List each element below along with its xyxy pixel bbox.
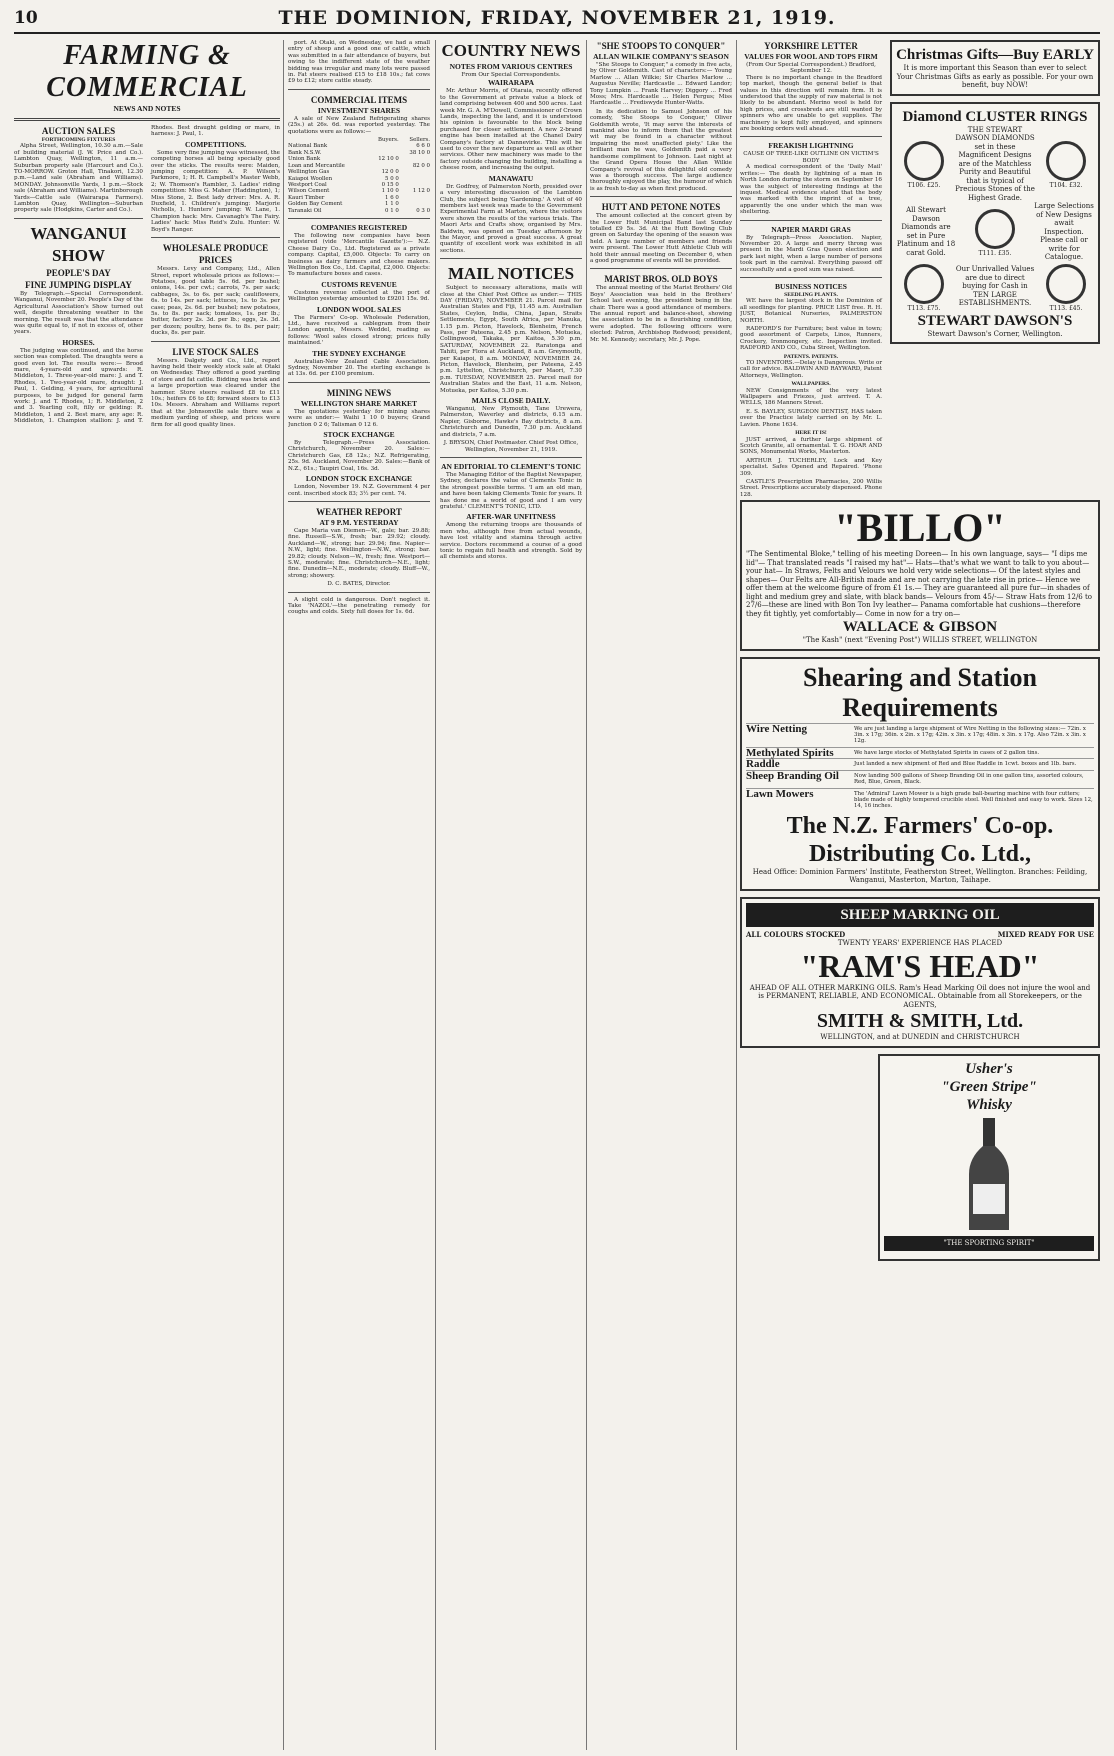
requirement-text: Now landing 500 gallons of Sheep Branding Oil in one gallon tins, assorted colours, Red, Blue, Green, Black. bbox=[854, 772, 1084, 786]
ad-text: All Stewart Dawson Diamonds are set in Pure Platinum and 18 carat Gold. bbox=[896, 206, 956, 257]
article-text: Alpha Street, Wellington, 10.30 a.m.—Sale of building material (J. W. Price and Co.). Lambton Quay, Wellington, 11 a.m.—Suburban property sale (Harcourt and Co.). TO-MORROW. Groton Hall, Tinakori, 12.30 p.m.—Land sale (Abraham and Williams). MONDAY. Johnsonville Yards, 1 p.m.—Stock sale (Abraham and Williams). Martinborough Yards—Cattle sale (Wairarapa Farmers). Lambton Quay, Wellington—Suburban property sale (Hodgkins, Carter and Co.). bbox=[14, 143, 143, 214]
product-type: Whisky bbox=[966, 1096, 1012, 1113]
section-subheading: NEWS AND NOTES bbox=[113, 104, 181, 113]
ad-text: THE STEWART DAWSON DIAMONDS set in these Magnificent Designs are of the Matchless Purity and Beautiful that is typical of Precious Stones of the Highest Grade. bbox=[955, 125, 1035, 202]
article-heading: MINING NEWS bbox=[326, 387, 392, 398]
share-table-cell: 38 10 0 bbox=[409, 149, 430, 156]
share-table-cell: 5 0 0 bbox=[385, 175, 399, 182]
billo-ad bbox=[740, 500, 1100, 651]
ad-title: Shearing and Station Requirements bbox=[802, 662, 1038, 722]
article-heading: WHOLESALE PRODUCE PRICES bbox=[162, 243, 269, 266]
share-table-cell: National Bank bbox=[288, 143, 328, 150]
advertisement-text: A slight cold is dangerous. Don't neglect it. Take 'NAZOL'—the penetrating remedy for coughs and colds. Sixty full doses for 1s. 6d. bbox=[288, 596, 430, 616]
article-heading: FREAKISH LIGHTNING bbox=[768, 141, 854, 151]
article-subheading: NOTES FROM VARIOUS CENTRES bbox=[449, 62, 573, 71]
column-theatre bbox=[590, 40, 732, 1750]
share-table-cell: Golden Bay Cement bbox=[288, 201, 343, 208]
article-heading: NAPIER MARDI GRAS bbox=[771, 224, 851, 234]
article-byline: (From Our Special Correspondent.) Bradford, September 12. bbox=[746, 62, 876, 75]
notice-text: CASTLE'S Prescription Pharmacies, 200 Willis Street. Prescriptions accurately dispensed. Phone 128. bbox=[740, 478, 882, 498]
article-heading: WEATHER REPORT bbox=[316, 506, 402, 517]
article-heading: STOCK EXCHANGE bbox=[323, 430, 395, 440]
share-table-cell: 1 6 0 bbox=[385, 194, 399, 201]
ring-icon bbox=[904, 264, 944, 304]
article-text: By Telegraph.—Press Association. Christchurch, November 20. Sales:—Christchurch Gas, £8 12s.; N.Z. Refrigerating, 25s. 9d. Auckland, November 20. Sales:—Bank of N.Z., 61s.; Taupiri Coal, 16s. 3d. bbox=[288, 440, 430, 472]
christmas-ad bbox=[890, 40, 1100, 96]
article-text: Among the returning troops are thousands of men who, although free from actual wounds, have lost vitality and stamina through active service. Doctors recommend a course of a good tonic to regain full health and strength. Sold by all chemists and stores. bbox=[440, 522, 582, 561]
article-subheading: AT 9 P.M. YESTERDAY bbox=[319, 517, 399, 527]
article-heading: AN EDITORIAL TO CLEMENT'S TONIC bbox=[441, 461, 581, 471]
article-text: Wanganui, New Plymouth, Tane Urewera, Palmerston, Waverley and districts, 6.15 a.m. Napier, Gisborne, Hawke's Bay districts, 8 a.m. Christchurch and Dunedin, 7.30 p.m. Auckland and districts, 7 a.m. bbox=[440, 406, 582, 438]
ring-price: T113. £75. bbox=[907, 304, 941, 312]
ring-price: T104. £32. bbox=[1049, 181, 1083, 189]
requirements-list bbox=[746, 723, 1094, 812]
article-text: The following new companies have been registered (vide 'Mercantile Gazette'):— N.Z. Cheese Dairy Co., Ltd. Registered as a private company. Capital, £5,000. Objects: To carry on business as dairy farmers and cheese makers. Wellington Box Co., Ltd. Capital, £2,000. Objects: To manufacture boxes and cases. bbox=[288, 232, 430, 278]
article-heading: LONDON STOCK EXCHANGE bbox=[305, 474, 413, 484]
column-ads bbox=[740, 40, 1100, 1750]
requirement-name: Methylated Spirits bbox=[746, 746, 834, 759]
article-text: Some very fine jumping was witnessed, the competing horses all being specially good over the sticks. The results were: Maiden, jumping competition: A. P. Wilson's Parkmore, 1; H. R. Campbell's Master Webb, 2; W. Thomson's Rambler, 3. Ladies' riding competition: Miss G. Maher (Haddington), 1; Miss Stone, 2. Best lady driver: Mrs. A. R. Duxfield, 1. Children's jumping: Marjorie Nicholls, 1. Hunters' jumping: W. Lane, 1. Champion hack: Mrs. Cavanagh's The Fairy. Ladies' hack: Miss Reid's Zulu. Hunter: W. Boyd's Ranger. bbox=[151, 149, 280, 233]
share-table-cell: 82 0 0 bbox=[412, 162, 430, 169]
notice-heading: HERE IT IS! bbox=[795, 430, 827, 437]
ad-title: Usher's bbox=[965, 1060, 1013, 1077]
ring-icon bbox=[975, 209, 1015, 249]
article-heading: HUTT AND PETONE NOTES bbox=[601, 202, 721, 213]
product-name: "RAM'S HEAD" bbox=[800, 947, 1040, 984]
share-table-cell: 12 10 0 bbox=[378, 156, 399, 163]
article-heading: WANGANUI SHOW bbox=[30, 223, 127, 265]
requirement-text: We have large stocks of Methylated Spirits in cases of 2 gallon tins. bbox=[854, 749, 1040, 756]
share-table-cell: Bank N.S.W. bbox=[288, 149, 322, 156]
ad-title: "BILLO" bbox=[834, 505, 1006, 551]
notice-heading: WALLPAPERS. bbox=[791, 381, 831, 388]
article-text: Australian-New Zealand Cable Association. Sydney, November 20. The sterling exchange is at 13s. 6d. per £100 premium. bbox=[288, 358, 430, 378]
article-subheading: COMPETITIONS. bbox=[184, 139, 247, 149]
advertiser-address: WELLINGTON, and at DUNEDIN and CHRISTCHURCH bbox=[820, 1033, 1020, 1042]
whisky-ad bbox=[878, 1054, 1100, 1261]
masthead bbox=[14, 4, 1100, 34]
share-table-cell: 12 0 0 bbox=[381, 169, 399, 176]
article-text: Cape Maria van Diemen—W., gale; bar. 29.88; fine. Russell—S.W., fresh; bar. 29.92; cloudy. Auckland—W., strong; bar. 29.94; fine. Napier—N.W., light; fine. Wellington—N.W., strong; bar. 29.82; cloudy. Nelson—W., fresh; fine. Westport—S.W., moderate; fine. Christchurch—N.E., light; fine. Dunedin—N.E., moderate; cloudy. Bluff—W., strong; showery. bbox=[288, 527, 430, 579]
share-table-cell: 1 10 0 bbox=[381, 188, 399, 195]
article-text: A medical correspondent of the 'Daily Mail' writes:— The death by lightning of a man in North London during the storm on September 16 was the subject of interesting findings at the inquest. Medical evidence stated that the body was marked with the imprint of a tree, apparently the one under which the man was sheltering. bbox=[740, 164, 882, 216]
share-table-header-cell: Buyers. bbox=[378, 137, 399, 144]
requirement-row bbox=[746, 747, 1094, 758]
share-table-cell: 0 1 0 bbox=[385, 207, 399, 214]
ad-text: MIXED READY FOR USE bbox=[997, 929, 1094, 939]
article-text: Subject to necessary alterations, mails will close at the Chief Post Office as under:— THIS DAY (FRIDAY), NOVEMBER 21. Parcel mail for Australian States and Fiji, 11.45 a.m. Australian States, Ceylon, India, China, Japan, Straits Settlements, Egypt, South Africa, per Manuka, 1.15 p.m. Picton, Havelock, Blenheim, French Pass, per Pateena, 2.45 p.m. Nelson, Motueka, Collingwood, Takaka, per Kaitoa, 5.30 p.m. SATURDAY, NOVEMBER 22. Raratonga and Tahiti, per Flora at Auckland, 8 a.m. Greymouth, per Kaiapoi, 8 a.m. MONDAY, NOVEMBER 24. Picton, Havelock, Blenheim, per Pateena, 2.45 p.m. Lyttelton, Christchurch, per Maori, 7.30 p.m. TUESDAY, NOVEMBER 25. Parcel mail for Australian States and the East, 11 a.m. Nelson, Motueka, per Kaitoa, 5.30 p.m. bbox=[440, 285, 582, 394]
ad-title: SHEEP MARKING OIL bbox=[746, 903, 1094, 927]
article-heading: AFTER-WAR UNFITNESS bbox=[466, 512, 556, 522]
advertiser-address: "The Kash" (next "Evening Post") WILLIS STREET, WELLINGTON bbox=[802, 636, 1038, 645]
advertiser-name: WALLACE & GIBSON bbox=[842, 619, 998, 636]
article-heading: CUSTOMS REVENUE bbox=[321, 279, 397, 289]
whisky-bottle-icon bbox=[959, 1114, 1019, 1234]
notice-text: TO INVENTORS.—Delay is Dangerous. Write or call for advice. BALDWIN AND RAYWARD, Patent Attorneys, Wellington. bbox=[740, 360, 882, 379]
article-heading: COMPANIES REGISTERED bbox=[310, 222, 408, 232]
ad-text: Large Selections of New Designs await Inspection. Please call or write for Catalogue. bbox=[1034, 202, 1094, 261]
share-table-cell: 1 12 0 bbox=[412, 188, 430, 195]
requirement-text: Just landed a new shipment of Red and Blue Raddle in 1cwt. boxes and 1lb. bars. bbox=[854, 761, 1077, 768]
column-rule bbox=[586, 40, 587, 1750]
ad-text: "The Sentimental Bloke," telling of his meeting Doreen— In his own language, says— "I dips me lid"— That translated reads "I raised my hat"— Hats—that's what we want to talk to you about—your hat— In Straws, Felts and Velours we hold very wide selections— Of the latest styles and shapes— Our Felts are All-British made and are not carrying the late rise in price— Hence we offer them at the welcome figure of from £1 1s.— They are guaranteed all pure fur—in shades of light and medium grey and slate, with black bands— Velours from 45/-— Straw Hats from 12/6 to 27/6—these are lined with Bon Ton Ivy leather— Panama comfortable hat cushions—therefore they fit tightly, yet comfortably— Come in now for a try on— bbox=[746, 550, 1093, 618]
article-subheading: VALUES FOR WOOL AND TOPS FIRM bbox=[744, 52, 878, 61]
share-table-cell: 6 6 0 bbox=[416, 143, 430, 150]
article-heading: COUNTRY NEWS bbox=[441, 41, 581, 60]
article-heading: MARIST BROS. OLD BOYS bbox=[604, 274, 718, 285]
newspaper-title: THE DOMINION, FRIDAY, NOVEMBER 21, 1919. bbox=[278, 7, 836, 29]
article-subheading: MANAWATU bbox=[488, 173, 534, 183]
share-table-cell: 0 15 0 bbox=[381, 181, 399, 188]
article-text: "She Stoops to Conquer," a comedy in five acts, by Oliver Goldsmith. Cast of characters:— Young Marlow ... Allan Wilkie; Sir Charles Marlow ... Augustus Neville; Hardcastle ... Edward Landor; Tony Lumpkin ... Frank Harvey; Diggory ... Fred Moss; Mrs. Hardcastle ... Helen Fergus; Miss Hardcastle ... Frediswyde Hunter-Watts. bbox=[590, 62, 732, 107]
column-commercial bbox=[288, 40, 430, 1750]
notice-text: ARTHUR J. TUCHERLEY, Lock and Key specialist. Safes Opened and Repaired. 'Phone 309. bbox=[740, 457, 882, 477]
ad-column bbox=[890, 40, 1100, 500]
requirement-row bbox=[746, 723, 1094, 747]
share-table-cell: Wellington Gas bbox=[288, 169, 330, 176]
ring-price: T113. £45. bbox=[1049, 304, 1083, 312]
advertiser-address: Head Office: Dominion Farmers' Institute, Featherston Street, Wellington. Branches: Feilding, Wanganui, Masterton, Marton, Taihape. bbox=[752, 867, 1088, 885]
notice-heading: PATENTS. PATENTS. bbox=[783, 353, 839, 360]
article-text: The Managing Editor of the Baptist Newspaper, Sydney, declares the value of Clements Tonic in the strongest possible terms. 'I am an old man, and have been taking Clements Tonic for years. It has done me a world of good and I am very grateful.' CLEMENT'S TONIC, LTD. bbox=[440, 471, 582, 510]
notice-text: E. S. BAYLEY, SURGEON DENTIST, HAS taken over the Practice lately carried on by Mr. L. Lavien. Phone 1634. bbox=[740, 408, 882, 428]
requirement-text: The 'Admiral' Lawn Mower is a high grade ball-bearing machine with four cutters; blade made of highly tempered crucible steel. Well finished and easy to work. Sizes 12, 14, 16 inches. bbox=[854, 790, 1093, 810]
article-text: The Farmers' Co-op. Wholesale Federation, Ltd., have received a cablegram from their London agents, Messrs. Weddel, reading as follows: 'Wool sales closed strong; prices fully maintained.' bbox=[288, 314, 430, 347]
article-subheading: ALLAN WILKIE COMPANY'S SEASON bbox=[593, 52, 729, 61]
advertiser-name: SMITH & SMITH, Ltd. bbox=[816, 1010, 1024, 1033]
ad-text: It is more important this Season than ever to select Your Christmas Gifts as early as possible. For your own benefit, buy NOW! bbox=[896, 64, 1094, 89]
page-number: 10 bbox=[14, 8, 38, 28]
article-subheading: WAIRARAPA bbox=[487, 78, 535, 88]
article-text: The annual meeting of the Marist Brothers' Old Boys' Association was held in the Brothers' School last evening, the president being in the chair. There was a good attendance of members. The annual report and balance-sheet, showing the association to be in a flourishing condition, were adopted. The following officers were elected: Patron, Archbishop Redwood; president, Mr. M. Kennedy; secretary, Mr. J. Pope. bbox=[590, 285, 732, 343]
share-table-cell: 0 3 0 bbox=[416, 207, 430, 214]
diamond-ad bbox=[890, 102, 1100, 345]
share-table-cell: Union Bank bbox=[288, 156, 321, 163]
column-rule bbox=[283, 40, 284, 1750]
section-heading: FARMING & COMMERCIAL bbox=[46, 40, 248, 103]
notice-heading: SEEDLING PLANTS. bbox=[784, 291, 838, 298]
share-table-cell: Loan and Mercantile bbox=[288, 162, 345, 169]
share-table-cell: Wilson Cement bbox=[288, 188, 330, 195]
article-text: The quotations yesterday for mining shares were as under:— Waihi 1 10 0 buyers; Grand Junction 0 2 6; Talisman 0 12 6. bbox=[288, 408, 430, 428]
article-text: The amount collected at the concert given by the Lower Hutt Municipal Band last Sunday totalled £9 5s. 3d. At the Hutt Bowling Club green on Saturday the opening of the season was held. A large number of members and friends were present. The Lower Hutt Athletic Club will hold their annual meeting on December 6, when a good programme of events will be provided. bbox=[590, 213, 732, 264]
signature: J. BRYSON, Chief Postmaster. Chief Post Office, Wellington, November 21, 1919. bbox=[443, 440, 579, 453]
article-heading: YORKSHIRE LETTER bbox=[764, 41, 858, 51]
column-yorkshire bbox=[740, 40, 882, 500]
requirement-row bbox=[746, 770, 1094, 788]
notice-text: RADFORD'S for Furniture; best value in town; good assortment of Carpets, Linos, Runners, Crockery, Ironmongery, etc. Inspection invited. RADFORD AND CO., Cuba Street, Wellington. bbox=[740, 326, 882, 352]
ad-text: AHEAD OF ALL OTHER MARKING OILS. Ram's Head Marking Oil does not injure the wool and is PERMANENT, RELIABLE, AND ECONOMICAL. Obtainable from all Storekeepers, or the AGENTS, bbox=[749, 983, 1091, 1009]
ring-icon bbox=[1046, 141, 1086, 181]
article-subheading: MAILS CLOSE DAILY. bbox=[471, 396, 551, 406]
article-text: By Telegraph.—Special Correspondent. Wanganui, November 20. People's Day of the Agricultural Association's Show turned out well, despite threatening weather in the morning. The result was that the attendance was quite equal to, if not in excess of, other years. bbox=[14, 290, 143, 336]
article-subheading: FINE JUMPING DISPLAY bbox=[25, 279, 132, 290]
article-heading: THE SYDNEY EXCHANGE bbox=[312, 348, 406, 358]
share-table-cell: Taranaki Oil bbox=[288, 207, 322, 214]
article-subheading: HORSES. bbox=[62, 337, 95, 347]
requirement-text: We are just landing a large shipment of Wire Netting in the following sizes:— 72in. x 3in. x 17g; 36in. x 2in. x 17g; 42in. x 3in. x 17g; 48in. x 3in. x 17g. Also 72in. x 3in. x 12g. bbox=[854, 725, 1086, 745]
ad-slogan: "THE SPORTING SPIRIT" bbox=[884, 1236, 1094, 1251]
article-heading: COMMERCIAL ITEMS bbox=[310, 94, 408, 105]
ring-icon bbox=[904, 141, 944, 181]
article-heading: MAIL NOTICES bbox=[447, 264, 575, 284]
article-text: Dr. Godfrey, of Palmerston North, presided over a very interesting discussion of the Lambton Club, the subject being 'Gardening.' A visit of 40 members last week was made to the Government Experimental Farm at Marton, where the visitors were shown the results of the various trials. The Maori Arts and Crafts show, organised by Mrs. Baldwin, was opened on Tuesday afternoon by the Mayor, and proved a great success. A great quantity of excellent work was exhibited in all sections. bbox=[440, 183, 582, 254]
notice-text: JUST arrived, a further large shipment of Scotch Granite, all ornamental. T. G. HOAR AND SONS, Monumental Works, Masterton. bbox=[740, 436, 882, 456]
requirement-name: Raddle bbox=[746, 758, 780, 771]
requirement-name: Lawn Mowers bbox=[746, 787, 814, 800]
notice-text: WE have the largest stock in the Dominion of all seedlings for planting. PRICE LIST free. R. H. JUST, Botanical Nurseries, PALMERSTON NORTH. bbox=[740, 298, 882, 324]
article-text: The judging was continued, and the horse section was completed. The draughts were a good even lot. The results were:— Brood mare, 4-years-old and upwards: R. Middleton, 1. Three-year-old mare: J. and T. Rhodes, 1. Two-year-old mare, draught: J. Paul, 1. Gelding, 4 years, for agricultural purposes, to be judged for general farm work: J. and T. Rhodes, 1; R. Middleton, 2 and 3. Yearling colt, filly or gelding: R. Middleton, 1 and 2. Best mare, any age: R. Middleton, 1. Champion stallion: J. and T. Rhodes. Best draught gelding or mare, in harness: J. Paul, 1. bbox=[14, 125, 280, 425]
article-text: Messrs. Dalgety and Co., Ltd., report having held their weekly stock sale at Otaki on Wednesday. They offered a good yarding of store and fat cattle. Bidding was brisk and a large proportion was cleared under the hammer. Store steers realised £8 to £11 10s.; heifers £6 to £8; forward steers to £13 10s. Messrs. Abraham and Williams report that at the Johnsonville sale there was a medium yarding of sheep, and prices were firm for all good quality lines. bbox=[151, 357, 280, 428]
advertiser-name: The N.Z. Farmers' Co-op. Distributing Co. Ltd., bbox=[786, 812, 1054, 867]
article-subheading: FORTHCOMING FIXTURES bbox=[41, 137, 116, 143]
article-text: Mr. Arthur Morris, of Otaraia, recently offered to the Government at private value a block of land comprising between 400 and 500 acres. Last week Mr. G. A. M'Dowell, Commissioner of Crown Lands, inspecting the land, and it is understood his opinion is favourable to the block being purchased for closer settlement. A new 2-brand engine has been installed at the Chanel Dairy Company's factory at Dannevirke. This will be used to cover the new departure as well as other services. Other new machinery was made to the factory outside changing the building, installing a cheese room, and increasing the output. bbox=[440, 88, 582, 172]
share-table-cell: 1 1 0 bbox=[385, 201, 399, 208]
ad-text: Our Unrivalled Values are due to direct buying for Cash in TEN LARGE ESTABLISHMENTS. bbox=[955, 265, 1035, 308]
article-text: By Telegraph—Press Association. Napier, November 20. A large and merry throng was present in the Mardi Gras Queen election and park last night, when a large number of persons took part in the carnival. Everything passed off successfully and a good sum was raised. bbox=[740, 234, 882, 273]
article-heading: LIVE STOCK SALES bbox=[172, 346, 259, 357]
advertiser-name: STEWART DAWSON'S bbox=[917, 312, 1073, 329]
article-text: London, November 19. N.Z. Government 4 per cent. inscribed stock 83; 3½ per cent. 74. bbox=[288, 484, 430, 497]
requirement-row bbox=[746, 758, 1094, 769]
requirement-row bbox=[746, 788, 1094, 812]
product-name: "Green Stripe" bbox=[941, 1078, 1037, 1095]
share-table-cell: Kauri Timber bbox=[288, 194, 325, 201]
article-subheading: INVESTMENT SHARES bbox=[317, 105, 401, 115]
ad-title: Diamond CLUSTER RINGS bbox=[902, 108, 1088, 125]
column-farming bbox=[14, 40, 280, 1750]
article-subheading: CAUSE OF TREE-LIKE OUTLINE ON VICTIM'S BODY bbox=[743, 151, 879, 164]
article-subheading: PEOPLE'S DAY bbox=[46, 267, 111, 278]
share-table bbox=[288, 137, 430, 214]
article-byline: From Our Special Correspondents. bbox=[461, 72, 561, 78]
article-text: port. At Otaki, on Wednesday, we had a small entry of sheep and a good one of cattle, which was submitted in a fair attendance of buyers, but owing to the indifferent state of the weather bidding was irregular and many lots were passed in. Fat steers realised £15 to £18 10s.; fat cows £9 to £12; store cattle steady. bbox=[288, 40, 430, 85]
column-rule bbox=[435, 40, 436, 1750]
signature: D. C. BATES, Director. bbox=[327, 581, 391, 588]
article-text: There is no important change in the Bradford top market, though the general belief is that values in this direction will remain firm. It is understood that the supply of raw material is not likely to be abundant. Merino wool is held for high prices, and crossbreds are still wanted by spinners who are unable to get supplies. The machinery is kept fully employed, and spinners are booking orders well ahead. bbox=[740, 74, 882, 133]
shearing-ad bbox=[740, 657, 1100, 891]
article-subheading: WELLINGTON SHARE MARKET bbox=[300, 398, 418, 408]
ad-title: Christmas Gifts—Buy EARLY bbox=[896, 47, 1094, 63]
requirement-name: Sheep Branding Oil bbox=[746, 769, 839, 782]
rams-head-ad bbox=[740, 897, 1100, 1048]
article-text: A sale of New Zealand Refrigerating shares (25s.) at 26s. 6d. was reported yesterday. The quotations were as follows:— bbox=[288, 115, 430, 135]
share-table-cell: Kaiapoi Woollen bbox=[288, 175, 333, 182]
article-heading: BUSINESS NOTICES bbox=[775, 281, 847, 291]
column-country-news bbox=[440, 40, 582, 1750]
advertiser-address: Stewart Dawson's Corner, Wellington. bbox=[927, 329, 1063, 338]
ad-text: TWENTY YEARS' EXPERIENCE HAS PLACED bbox=[837, 939, 1003, 948]
column-rule bbox=[736, 40, 737, 1750]
article-heading: LONDON WOOL SALES bbox=[316, 304, 402, 314]
requirement-name: Wire Netting bbox=[746, 722, 807, 735]
article-text: Messrs. Levy and Company, Ltd., Allen Street, report wholesale prices as follows:— Potatoes, good table 5s. 6d. per bushel; onions, 14s. per cwt.; carrots, 7s. per sack; cabbages, 3s. to 6s. per sack; cauliflowers, 6s. to 14s. per sack; lettuces, 1s. to 3s. per case; peas, 2s. 6d. per bushel; new potatoes, 5s. to 8s. per sack; tomatoes, 1s. per lb.; butter, factory 2s. 3d. per lb.; eggs, 2s. 3d. per dozen; poultry, hens 6s. to 8s. per pair; ducks, 8s. per pair. bbox=[151, 266, 280, 337]
share-table-header-cell: Sellers. bbox=[409, 137, 430, 144]
article-text: In its dedication to Samuel Johnson of his comedy, 'She Stoops to Conquer,' Oliver Goldsmith wrote, 'It may serve the interests of mankind also to inform them that the greatest wit may be found in a character without impairing the most unaffected piety.' Like the brilliant man he was, Goldsmith paid a very handsome compliment to Johnson. Last night at the Grand Opera House the Allan Wilkie Company's revival of this delightful old comedy was a thorough success. The large audience thoroughly enjoyed the play, the humour of which is as fresh to-day as when first produced. bbox=[590, 108, 732, 192]
ring-price: T111. £35. bbox=[978, 249, 1012, 257]
share-table-row bbox=[288, 208, 430, 214]
share-table-cell: Westport Coal bbox=[288, 181, 327, 188]
article-text: Customs revenue collected at the port of Wellington yesterday amounted to £9201 15s. 9d. bbox=[288, 289, 430, 303]
notice-text: NEW Consignments of the very latest Wallpapers and Friezes, just arrived. T. A. WELLS, 186 Manners Street. bbox=[740, 387, 882, 407]
ad-text: ALL COLOURS STOCKED bbox=[746, 929, 846, 939]
article-heading: AUCTION SALES bbox=[41, 126, 116, 136]
article-heading: "SHE STOOPS TO CONQUER" bbox=[596, 41, 726, 51]
ring-icon bbox=[1046, 264, 1086, 304]
ring-price: T106. £25. bbox=[907, 181, 941, 189]
